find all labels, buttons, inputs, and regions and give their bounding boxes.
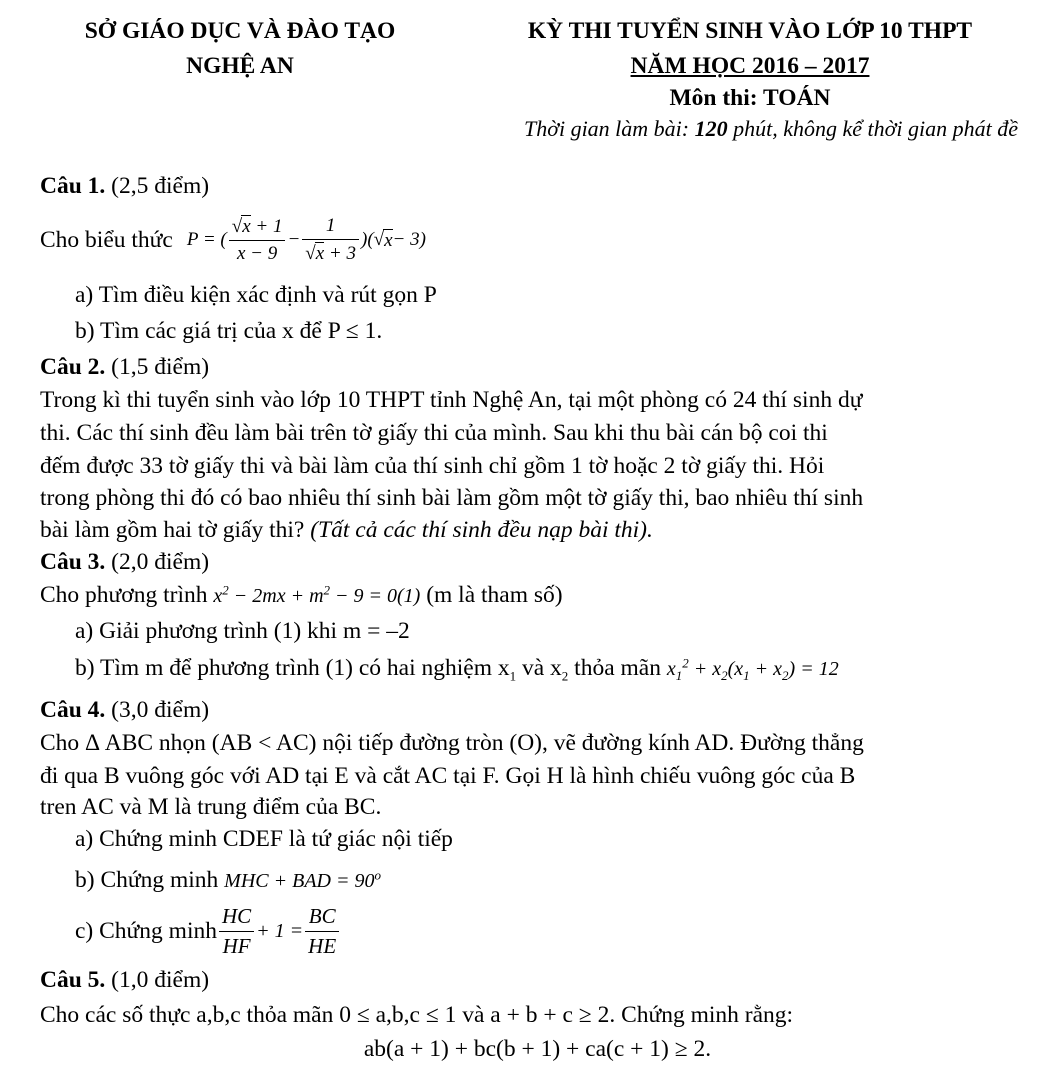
q2-line1: Trong kì thi tuyển sinh vào lớp 10 THPT tỉnh Nghệ An, tại một phòng có 24 thí sinh dự [40,387,863,413]
province-name: NGHỆ AN [186,53,294,79]
q4-part-c: c) Chứng minh $\frac{HC}{HF}$ + 1 = $\frac{BC}{HE}$ [75,900,341,962]
q4-part-a: a) Chứng minh CDEF là tứ giác nội tiếp [75,826,453,852]
q1-part-b: b) Tìm các giá trị của x để P ≤ 1. [75,318,383,344]
q2-line4: trong phòng thi đó có bao nhiêu thí sinh bài làm gồm một tờ giấy thi, bao nhiêu thí sinh [40,485,864,511]
time-limit: Thời gian làm bài: 120 phút, không kể thời gian phát đề [523,116,1018,141]
q4-part-b: b) Chứng minh MHC + BAD = $90^o$ [75,867,381,893]
q1-expression: Cho biểu thức P = ( $\frac{√x + 1}{x - 9}$ − $\frac{1}{√x + 3}$ )( √ x − 3) [40,215,426,264]
exam-title: KỲ THI TUYỂN SINH VÀO LỚP 10 THPT [527,18,973,44]
q3-part-b: b) Tìm m để phương trình (1) có hai nghiệm $x_1$ và $x_2$ thỏa mãn $x_1^2 + x_2(x_1 + x_2) = 12$ [75,655,839,684]
q2-line5: bài làm gồm hai tờ giấy thi? (Tất cả các thí sinh đều nạp bài thi). [40,517,653,543]
q3-equation: Cho phương trình $x^2 - 2mx + m^2 - 9 = 0(1)$ (m là tham số) [40,582,563,608]
q2-line3: đếm được 33 tờ giấy thi và bài làm của thí sinh chỉ gồm 1 tờ hoặc 2 tờ giấy thi. Hỏi [40,453,825,479]
q4-line1: Cho Δ ABC nhọn (AB < AC) nội tiếp đường tròn (O), vẽ đường kính AD. Đường thẳng [40,730,864,756]
q4-heading: Câu 4. (3,0 điểm) [40,697,210,723]
q1-heading: Câu 1. (2,5 điểm) [40,173,210,199]
q3-part-a: a) Giải phương trình (1) khi m = –2 [75,618,410,644]
q2-heading: Câu 2. (1,5 điểm) [40,354,210,380]
q4-line2: đi qua B vuông góc với AD tại E và cắt AC tại F. Gọi H là hình chiếu vuông góc của B [40,763,856,789]
subject: Môn thi: TOÁN [669,85,831,111]
q5-line1: Cho các số thực a,b,c thỏa mãn 0 ≤ a,b,c ≤ 1 và a + b + c ≥ 2. Chứng minh rằng: [40,1002,794,1028]
q1-part-a: a) Tìm điều kiện xác định và rút gọn P [75,282,437,308]
q3-heading: Câu 3. (2,0 điểm) [40,549,210,575]
q4-line3: tren AC và M là trung điểm của BC. [40,794,382,820]
department-name: SỞ GIÁO DỤC VÀ ĐÀO TẠO [84,18,396,44]
q2-line2: thi. Các thí sinh đều làm bài trên tờ giấy thi của mình. Sau khi thu bài cán bộ coi thi [40,420,828,446]
q5-heading: Câu 5. (1,0 điểm) [40,967,210,993]
school-year: NĂM HỌC 2016 – 2017 [630,53,870,79]
q5-inequality: ab(a + 1) + bc(b + 1) + ca(c + 1) ≥ 2. [363,1036,712,1062]
